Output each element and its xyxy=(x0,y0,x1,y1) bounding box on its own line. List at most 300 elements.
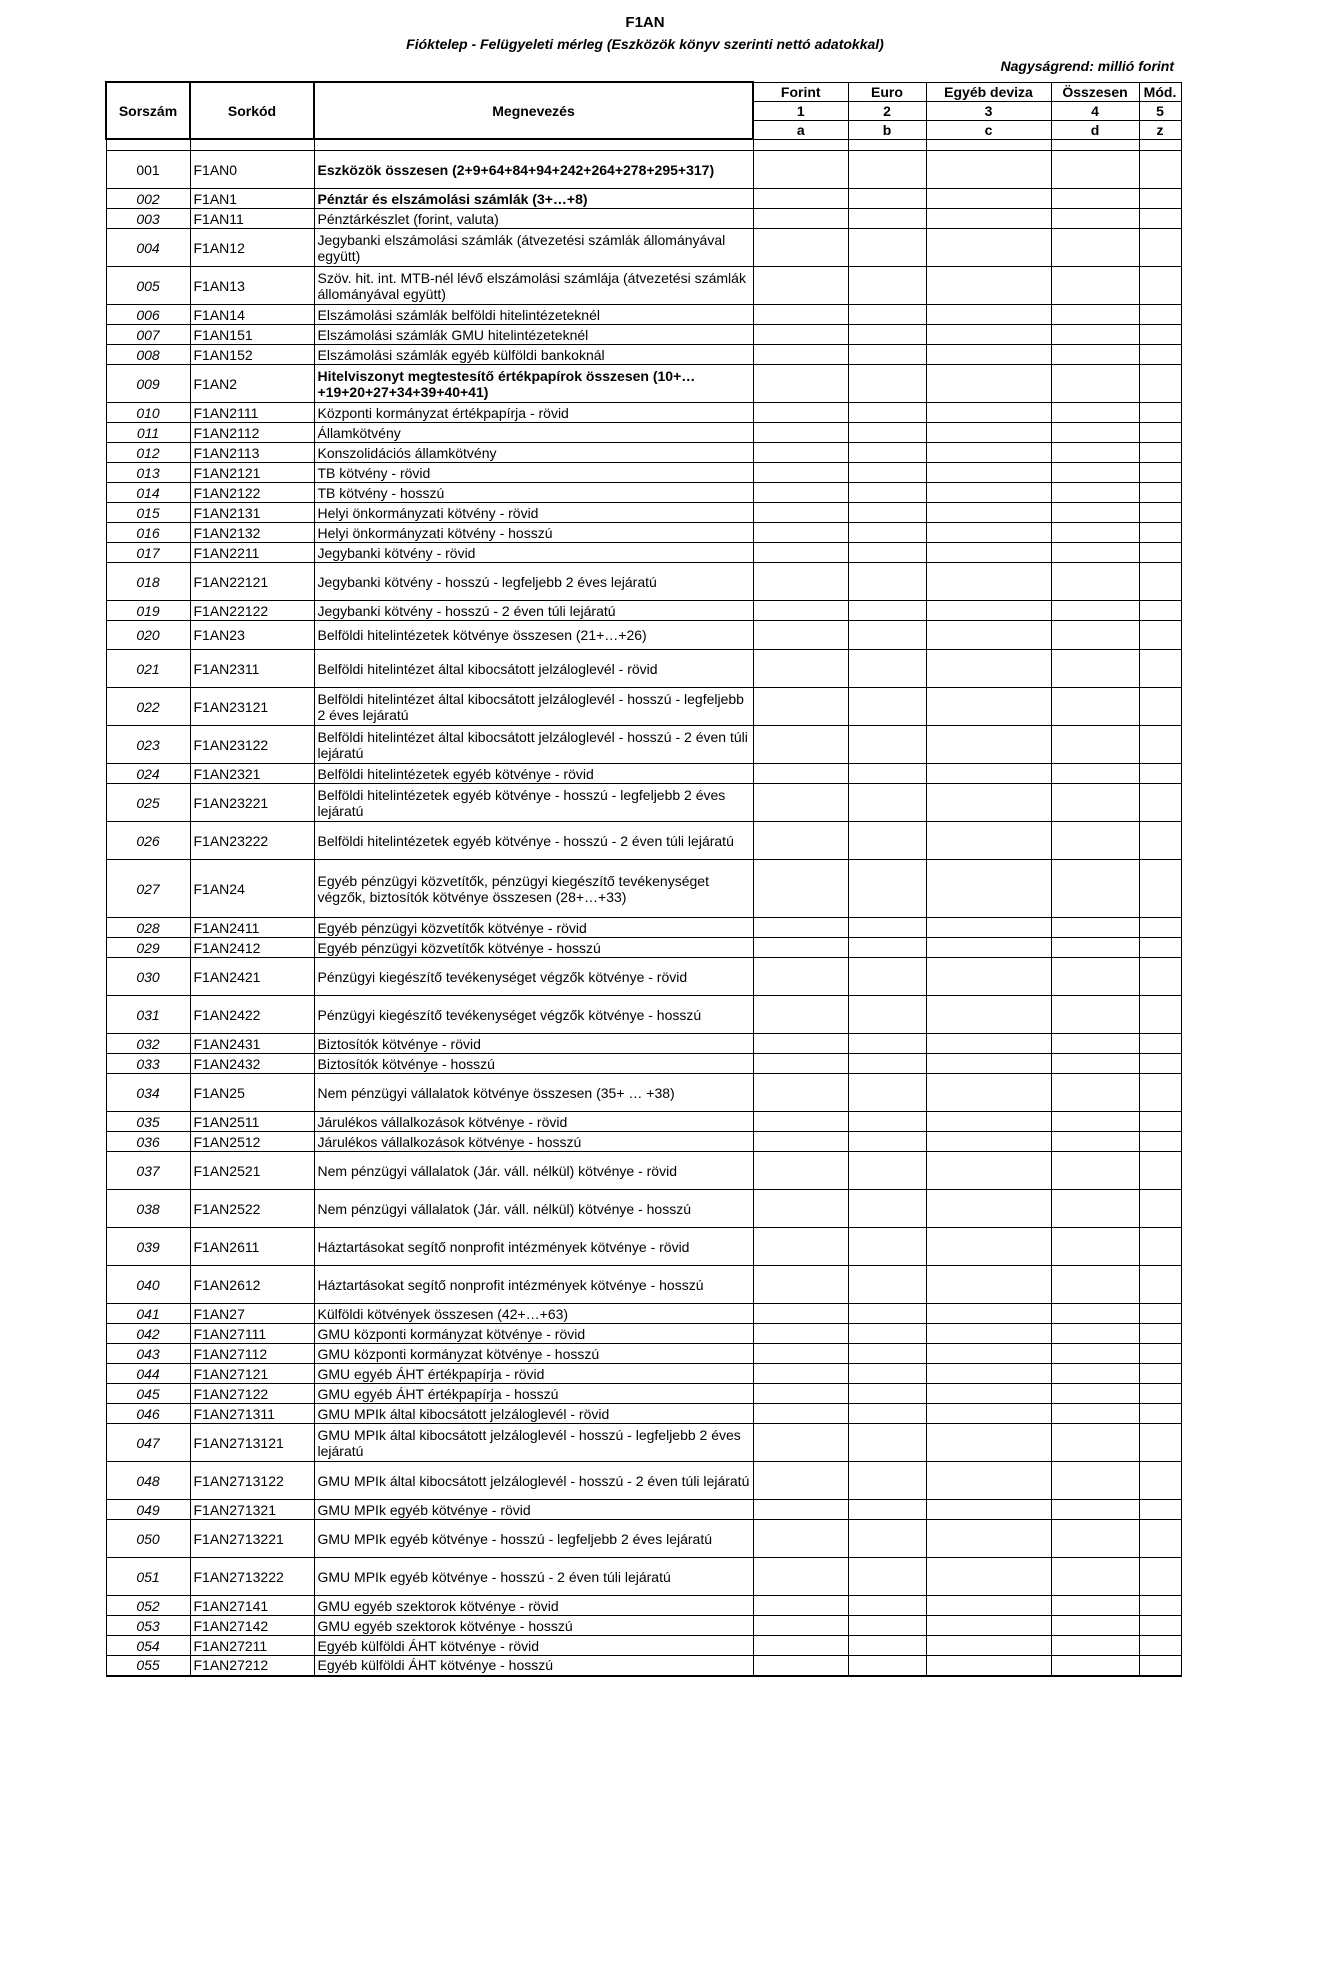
value-osszesen xyxy=(1051,1228,1139,1266)
value-osszesen xyxy=(1051,601,1139,621)
value-osszesen xyxy=(1051,463,1139,483)
value-egyeb-deviza xyxy=(926,563,1051,601)
value-euro xyxy=(848,365,926,403)
row-name: GMU MPIk által kibocsátott jelzáloglevél - hosszú - 2 éven túli lejáratú xyxy=(314,1462,753,1500)
value-forint xyxy=(753,1112,848,1132)
value-osszesen xyxy=(1051,151,1139,189)
col-euro: Euro xyxy=(848,82,926,101)
value-euro xyxy=(848,764,926,784)
value-euro xyxy=(848,1520,926,1558)
col-egyeb-deviza: Egyéb deviza xyxy=(926,82,1051,101)
value-euro xyxy=(848,563,926,601)
value-egyeb-deviza xyxy=(926,938,1051,958)
row-number: 009 xyxy=(106,365,190,403)
row-code: F1AN2612 xyxy=(190,1266,314,1304)
row-name: GMU egyéb ÁHT értékpapírja - rövid xyxy=(314,1364,753,1384)
value-euro xyxy=(848,463,926,483)
value-egyeb-deviza xyxy=(926,784,1051,822)
value-osszesen xyxy=(1051,563,1139,601)
value-mod xyxy=(1139,267,1181,305)
value-egyeb-deviza xyxy=(926,1324,1051,1344)
row-number: 016 xyxy=(106,523,190,543)
row-number: 052 xyxy=(106,1596,190,1616)
value-mod xyxy=(1139,503,1181,523)
table-row xyxy=(106,860,1181,918)
value-osszesen xyxy=(1051,958,1139,996)
value-mod xyxy=(1139,1344,1181,1364)
value-osszesen xyxy=(1051,860,1139,918)
row-number: 032 xyxy=(106,1034,190,1054)
value-mod xyxy=(1139,860,1181,918)
value-osszesen xyxy=(1051,1152,1139,1190)
value-mod xyxy=(1139,209,1181,229)
value-egyeb-deviza xyxy=(926,1656,1051,1676)
row-number: 022 xyxy=(106,688,190,726)
row-code: F1AN2321 xyxy=(190,764,314,784)
row-number: 034 xyxy=(106,1074,190,1112)
value-forint xyxy=(753,209,848,229)
value-euro xyxy=(848,1424,926,1462)
row-name: GMU MPIk egyéb kötvénye - hosszú - legfeljebb 2 éves lejáratú xyxy=(314,1520,753,1558)
value-forint xyxy=(753,1520,848,1558)
value-mod xyxy=(1139,1616,1181,1636)
row-code: F1AN14 xyxy=(190,305,314,325)
col-forint: Forint xyxy=(753,82,848,101)
table-row xyxy=(106,543,1181,563)
value-mod xyxy=(1139,1324,1181,1344)
row-code: F1AN2132 xyxy=(190,523,314,543)
value-euro xyxy=(848,958,926,996)
value-euro xyxy=(848,1034,926,1054)
table-row xyxy=(106,1404,1181,1424)
row-name: Járulékos vállalkozások kötvénye - rövid xyxy=(314,1112,753,1132)
row-number: 020 xyxy=(106,621,190,650)
row-name: Jegybanki elszámolási számlák (átvezetési számlák állományával együtt) xyxy=(314,229,753,267)
row-code: F1AN27112 xyxy=(190,1344,314,1364)
value-egyeb-deviza xyxy=(926,1636,1051,1656)
row-number: 019 xyxy=(106,601,190,621)
value-osszesen xyxy=(1051,688,1139,726)
row-code: F1AN2131 xyxy=(190,503,314,523)
table-row xyxy=(106,1034,1181,1054)
row-name: Államkötvény xyxy=(314,423,753,443)
table-row xyxy=(106,1462,1181,1500)
value-mod xyxy=(1139,958,1181,996)
row-number: 002 xyxy=(106,189,190,209)
row-name: Helyi önkormányzati kötvény - rövid xyxy=(314,503,753,523)
col-letter: z xyxy=(1139,120,1181,139)
row-number: 043 xyxy=(106,1344,190,1364)
value-forint xyxy=(753,1132,848,1152)
value-euro xyxy=(848,305,926,325)
page-title: F1AN xyxy=(625,14,665,31)
page-subtitle: Fióktelep - Felügyeleti mérleg (Eszközök könyv szerinti nettó adatokkal) xyxy=(406,36,884,52)
value-forint xyxy=(753,1228,848,1266)
col-osszesen: Összesen xyxy=(1051,82,1139,101)
col-number: 3 xyxy=(926,101,1051,120)
value-osszesen xyxy=(1051,1424,1139,1462)
col-letter: c xyxy=(926,120,1051,139)
row-name: Járulékos vállalkozások kötvénye - hosszú xyxy=(314,1132,753,1152)
value-osszesen xyxy=(1051,1596,1139,1616)
value-mod xyxy=(1139,1596,1181,1616)
table-body xyxy=(106,139,1181,1676)
value-euro xyxy=(848,1344,926,1364)
table-row xyxy=(106,996,1181,1034)
row-number: 031 xyxy=(106,996,190,1034)
value-mod xyxy=(1139,543,1181,563)
value-euro xyxy=(848,726,926,764)
row-number: 013 xyxy=(106,463,190,483)
value-egyeb-deviza xyxy=(926,209,1051,229)
row-code: F1AN271311 xyxy=(190,1404,314,1424)
row-name: Jegybanki kötvény - hosszú - legfeljebb 2 éves lejáratú xyxy=(314,563,753,601)
value-mod xyxy=(1139,1500,1181,1520)
value-osszesen xyxy=(1051,1132,1139,1152)
row-number: 017 xyxy=(106,543,190,563)
row-name: Belföldi hitelintézetek egyéb kötvénye - hosszú - 2 éven túli lejáratú xyxy=(314,822,753,860)
value-euro xyxy=(848,1324,926,1344)
value-osszesen xyxy=(1051,1324,1139,1344)
value-egyeb-deviza xyxy=(926,345,1051,365)
value-egyeb-deviza xyxy=(926,443,1051,463)
value-forint xyxy=(753,543,848,563)
row-code: F1AN2432 xyxy=(190,1054,314,1074)
value-egyeb-deviza xyxy=(926,483,1051,503)
value-mod xyxy=(1139,621,1181,650)
value-mod xyxy=(1139,229,1181,267)
value-osszesen xyxy=(1051,345,1139,365)
table-row xyxy=(106,1656,1181,1676)
value-osszesen xyxy=(1051,1054,1139,1074)
row-number: 011 xyxy=(106,423,190,443)
row-number: 039 xyxy=(106,1228,190,1266)
value-mod xyxy=(1139,601,1181,621)
value-egyeb-deviza xyxy=(926,1054,1051,1074)
value-osszesen xyxy=(1051,1364,1139,1384)
table-row xyxy=(106,483,1181,503)
value-osszesen xyxy=(1051,1112,1139,1132)
value-euro xyxy=(848,1558,926,1596)
row-code: F1AN271321 xyxy=(190,1500,314,1520)
row-name: Nem pénzügyi vállalatok (Jár. váll. nélkül) kötvénye - rövid xyxy=(314,1152,753,1190)
value-euro xyxy=(848,1384,926,1404)
value-euro xyxy=(848,325,926,345)
value-osszesen xyxy=(1051,1616,1139,1636)
row-name: TB kötvény - rövid xyxy=(314,463,753,483)
value-euro xyxy=(848,1190,926,1228)
value-osszesen xyxy=(1051,267,1139,305)
row-code: F1AN151 xyxy=(190,325,314,345)
value-egyeb-deviza xyxy=(926,267,1051,305)
table-row xyxy=(106,688,1181,726)
value-euro xyxy=(848,860,926,918)
value-mod xyxy=(1139,650,1181,688)
col-megnevezes: Megnevezés xyxy=(314,82,753,139)
value-mod xyxy=(1139,822,1181,860)
row-name: Belföldi hitelintézet által kibocsátott jelzáloglevél - rövid xyxy=(314,650,753,688)
value-egyeb-deviza xyxy=(926,650,1051,688)
value-osszesen xyxy=(1051,1384,1139,1404)
value-mod xyxy=(1139,1558,1181,1596)
table-row xyxy=(106,958,1181,996)
row-number: 023 xyxy=(106,726,190,764)
row-code: F1AN27122 xyxy=(190,1384,314,1404)
value-euro xyxy=(848,1596,926,1616)
value-egyeb-deviza xyxy=(926,523,1051,543)
value-forint xyxy=(753,822,848,860)
balance-table xyxy=(105,81,1182,1677)
value-egyeb-deviza xyxy=(926,1364,1051,1384)
row-code: F1AN13 xyxy=(190,267,314,305)
row-name: GMU MPIk által kibocsátott jelzáloglevél - hosszú - legfeljebb 2 éves lejáratú xyxy=(314,1424,753,1462)
value-euro xyxy=(848,1112,926,1132)
row-code: F1AN27121 xyxy=(190,1364,314,1384)
value-mod xyxy=(1139,483,1181,503)
value-forint xyxy=(753,1034,848,1054)
value-egyeb-deviza xyxy=(926,1304,1051,1324)
value-mod xyxy=(1139,1462,1181,1500)
col-mod: Mód. xyxy=(1139,82,1181,101)
row-name: Egyéb pénzügyi közvetítők kötvénye - rövid xyxy=(314,918,753,938)
table-row xyxy=(106,621,1181,650)
value-forint xyxy=(753,1558,848,1596)
row-code: F1AN2211 xyxy=(190,543,314,563)
table-row xyxy=(106,650,1181,688)
value-forint xyxy=(753,1500,848,1520)
value-forint xyxy=(753,1384,848,1404)
value-mod xyxy=(1139,523,1181,543)
value-forint xyxy=(753,325,848,345)
row-name: Központi kormányzat értékpapírja - rövid xyxy=(314,403,753,423)
table-row xyxy=(106,209,1181,229)
value-osszesen xyxy=(1051,1034,1139,1054)
value-forint xyxy=(753,403,848,423)
value-egyeb-deviza xyxy=(926,1520,1051,1558)
row-name: Konszolidációs államkötvény xyxy=(314,443,753,463)
value-egyeb-deviza xyxy=(926,1424,1051,1462)
value-euro xyxy=(848,151,926,189)
value-euro xyxy=(848,601,926,621)
table-row xyxy=(106,463,1181,483)
value-osszesen xyxy=(1051,1462,1139,1500)
row-name: GMU MPIk egyéb kötvénye - rövid xyxy=(314,1500,753,1520)
table-row xyxy=(106,784,1181,822)
row-name: Pénzügyi kiegészítő tevékenységet végzők kötvénye - hosszú xyxy=(314,996,753,1034)
value-mod xyxy=(1139,1520,1181,1558)
table-row xyxy=(106,1054,1181,1074)
value-mod xyxy=(1139,1034,1181,1054)
row-name: Belföldi hitelintézetek egyéb kötvénye - rövid xyxy=(314,764,753,784)
value-osszesen xyxy=(1051,938,1139,958)
row-code: F1AN27211 xyxy=(190,1636,314,1656)
value-mod xyxy=(1139,688,1181,726)
value-forint xyxy=(753,1364,848,1384)
value-mod xyxy=(1139,1656,1181,1676)
value-euro xyxy=(848,784,926,822)
value-egyeb-deviza xyxy=(926,1190,1051,1228)
table-row xyxy=(106,503,1181,523)
value-forint xyxy=(753,764,848,784)
value-forint xyxy=(753,650,848,688)
value-euro xyxy=(848,938,926,958)
value-mod xyxy=(1139,1364,1181,1384)
value-mod xyxy=(1139,305,1181,325)
row-number: 025 xyxy=(106,784,190,822)
table-row xyxy=(106,1364,1181,1384)
value-egyeb-deviza xyxy=(926,601,1051,621)
value-forint xyxy=(753,1266,848,1304)
value-euro xyxy=(848,918,926,938)
value-euro xyxy=(848,189,926,209)
row-code: F1AN0 xyxy=(190,151,314,189)
value-egyeb-deviza xyxy=(926,463,1051,483)
value-egyeb-deviza xyxy=(926,1384,1051,1404)
value-forint xyxy=(753,305,848,325)
col-number: 1 xyxy=(753,101,848,120)
row-name: GMU központi kormányzat kötvénye - hosszú xyxy=(314,1344,753,1364)
row-code: F1AN23121 xyxy=(190,688,314,726)
row-number: 024 xyxy=(106,764,190,784)
value-euro xyxy=(848,1500,926,1520)
value-euro xyxy=(848,209,926,229)
row-code: F1AN2431 xyxy=(190,1034,314,1054)
value-euro xyxy=(848,1266,926,1304)
table-row xyxy=(106,1424,1181,1462)
row-name: Elszámolási számlák egyéb külföldi bankoknál xyxy=(314,345,753,365)
value-mod xyxy=(1139,403,1181,423)
table-row xyxy=(106,1112,1181,1132)
row-number: 050 xyxy=(106,1520,190,1558)
row-number: 001 xyxy=(106,151,190,189)
value-osszesen xyxy=(1051,1558,1139,1596)
value-egyeb-deviza xyxy=(926,1596,1051,1616)
row-name: Helyi önkormányzati kötvény - hosszú xyxy=(314,523,753,543)
row-name: Belföldi hitelintézet által kibocsátott jelzáloglevél - hosszú - legfeljebb 2 éves lejáratú xyxy=(314,688,753,726)
table-row xyxy=(106,1596,1181,1616)
row-code: F1AN27 xyxy=(190,1304,314,1324)
value-osszesen xyxy=(1051,503,1139,523)
value-mod xyxy=(1139,463,1181,483)
row-code: F1AN2512 xyxy=(190,1132,314,1152)
row-name: TB kötvény - hosszú xyxy=(314,483,753,503)
row-name: Pénzügyi kiegészítő tevékenységet végzők kötvénye - rövid xyxy=(314,958,753,996)
value-osszesen xyxy=(1051,229,1139,267)
row-code: F1AN2112 xyxy=(190,423,314,443)
row-number: 004 xyxy=(106,229,190,267)
value-egyeb-deviza xyxy=(926,1462,1051,1500)
row-number: 054 xyxy=(106,1636,190,1656)
value-egyeb-deviza xyxy=(926,189,1051,209)
value-osszesen xyxy=(1051,764,1139,784)
value-mod xyxy=(1139,443,1181,463)
value-forint xyxy=(753,1596,848,1616)
value-forint xyxy=(753,601,848,621)
value-mod xyxy=(1139,1228,1181,1266)
row-number: 029 xyxy=(106,938,190,958)
row-name: Eszközök összesen (2+9+64+84+94+242+264+278+295+317) xyxy=(314,151,753,189)
value-osszesen xyxy=(1051,650,1139,688)
value-egyeb-deviza xyxy=(926,1616,1051,1636)
value-mod xyxy=(1139,423,1181,443)
value-euro xyxy=(848,1404,926,1424)
row-code: F1AN27212 xyxy=(190,1656,314,1676)
table-row xyxy=(106,1152,1181,1190)
value-osszesen xyxy=(1051,1266,1139,1304)
value-egyeb-deviza xyxy=(926,1404,1051,1424)
row-number: 003 xyxy=(106,209,190,229)
row-number: 040 xyxy=(106,1266,190,1304)
row-code: F1AN2521 xyxy=(190,1152,314,1190)
value-osszesen xyxy=(1051,305,1139,325)
row-code: F1AN2713221 xyxy=(190,1520,314,1558)
value-mod xyxy=(1139,563,1181,601)
row-name: Szöv. hit. int. MTB-nél lévő elszámolási számlája (átvezetési számlák állományával együtt) xyxy=(314,267,753,305)
value-forint xyxy=(753,503,848,523)
row-number: 005 xyxy=(106,267,190,305)
value-mod xyxy=(1139,325,1181,345)
row-name: Nem pénzügyi vállalatok (Jár. váll. nélkül) kötvénye - hosszú xyxy=(314,1190,753,1228)
table-row xyxy=(106,918,1181,938)
table-row xyxy=(106,1304,1181,1324)
value-osszesen xyxy=(1051,483,1139,503)
value-mod xyxy=(1139,938,1181,958)
row-number: 021 xyxy=(106,650,190,688)
value-forint xyxy=(753,938,848,958)
table-row xyxy=(106,764,1181,784)
value-osszesen xyxy=(1051,1656,1139,1676)
table-row xyxy=(106,1324,1181,1344)
row-code: F1AN23222 xyxy=(190,822,314,860)
value-forint xyxy=(753,365,848,403)
value-osszesen xyxy=(1051,1074,1139,1112)
value-forint xyxy=(753,918,848,938)
table-row xyxy=(106,345,1181,365)
row-number: 048 xyxy=(106,1462,190,1500)
value-osszesen xyxy=(1051,996,1139,1034)
row-number: 041 xyxy=(106,1304,190,1324)
table-row xyxy=(106,726,1181,764)
row-code: F1AN24 xyxy=(190,860,314,918)
table-row xyxy=(106,1384,1181,1404)
value-mod xyxy=(1139,1074,1181,1112)
table-row xyxy=(106,229,1181,267)
row-code: F1AN22122 xyxy=(190,601,314,621)
value-egyeb-deviza xyxy=(926,423,1051,443)
row-name: Háztartásokat segítő nonprofit intézmények kötvénye - hosszú xyxy=(314,1266,753,1304)
value-euro xyxy=(848,688,926,726)
value-forint xyxy=(753,563,848,601)
col-letter: a xyxy=(753,120,848,139)
value-egyeb-deviza xyxy=(926,1344,1051,1364)
row-number: 053 xyxy=(106,1616,190,1636)
value-osszesen xyxy=(1051,1520,1139,1558)
row-name: Belföldi hitelintézetek kötvénye összesen (21+…+26) xyxy=(314,621,753,650)
value-mod xyxy=(1139,996,1181,1034)
row-number: 038 xyxy=(106,1190,190,1228)
table-row xyxy=(106,423,1181,443)
row-name: Jegybanki kötvény - rövid xyxy=(314,543,753,563)
value-osszesen xyxy=(1051,1636,1139,1656)
table-row xyxy=(106,189,1181,209)
row-number: 046 xyxy=(106,1404,190,1424)
value-egyeb-deviza xyxy=(926,1266,1051,1304)
value-egyeb-deviza xyxy=(926,688,1051,726)
value-egyeb-deviza xyxy=(926,365,1051,403)
value-forint xyxy=(753,1304,848,1324)
value-mod xyxy=(1139,1190,1181,1228)
value-egyeb-deviza xyxy=(926,621,1051,650)
